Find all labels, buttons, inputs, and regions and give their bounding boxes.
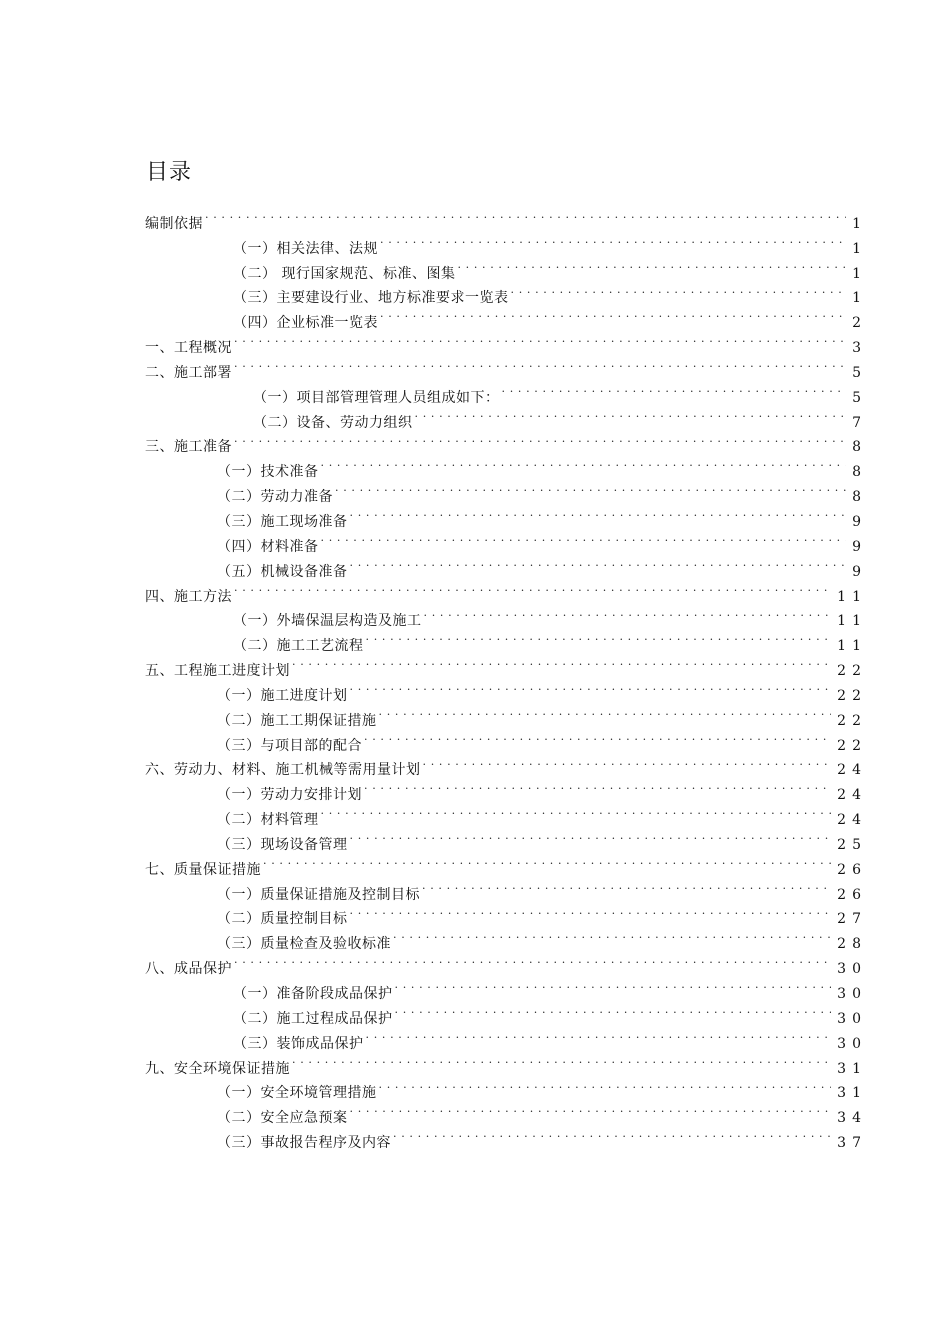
- dot-leader: [263, 849, 831, 874]
- toc-entry-label: 六、劳动力、材料、施工机械等需用量计划: [145, 762, 421, 779]
- toc-entry[interactable]: [145, 327, 867, 357]
- toc-entry-page-number: 27: [837, 911, 867, 928]
- dot-leader: [422, 874, 831, 899]
- dot-leader: [366, 625, 832, 650]
- toc-entry-page-number: 24: [837, 787, 867, 804]
- dot-leader: [205, 203, 846, 228]
- dot-leader: [423, 750, 832, 775]
- toc-entry-page-number: 1: [852, 215, 867, 232]
- dot-leader: [321, 451, 847, 476]
- dot-leader: [292, 650, 831, 675]
- toc-entry-label: 二、施工部署: [145, 364, 232, 381]
- toc-entry-page-number: 31: [837, 1060, 867, 1077]
- toc-entry[interactable]: [145, 451, 867, 481]
- toc-entry-page-number: 25: [837, 836, 867, 853]
- toc-entry-page-number: 22: [837, 712, 867, 729]
- toc-entry-page-number: 22: [837, 687, 867, 704]
- toc-entry-page-number: 11: [837, 588, 867, 605]
- toc-entry-page-number: 9: [852, 563, 867, 580]
- dot-leader: [350, 899, 832, 924]
- toc-entry-label: （一）技术准备: [217, 464, 319, 481]
- toc-entry-label: （四）材料准备: [217, 538, 319, 555]
- toc-entry-page-number: 34: [837, 1110, 867, 1127]
- toc-entry-label: （二）施工过程成品保护: [233, 1010, 393, 1027]
- dot-leader: [350, 501, 847, 526]
- toc-entry-page-number: 9: [852, 513, 867, 530]
- dot-leader: [393, 923, 831, 948]
- toc-entry-label: （三）与项目部的配合: [217, 737, 362, 754]
- toc-entry-label: （二）材料管理: [217, 812, 319, 829]
- toc-entry-label: 七、质量保证措施: [145, 861, 261, 878]
- dot-leader: [511, 278, 847, 303]
- toc-entry[interactable]: [145, 427, 867, 456]
- toc-entry-label: （二）质量控制目标: [217, 911, 348, 928]
- toc-entry-page-number: 3: [852, 340, 867, 357]
- toc-entry-page-number: 24: [837, 812, 867, 829]
- dot-leader: [424, 601, 832, 626]
- toc-entry-label: 编制依据: [145, 215, 203, 232]
- toc-entry-page-number: 30: [837, 986, 867, 1002]
- toc-entry-page-number: 2: [852, 315, 867, 332]
- toc-entry-page-number: 1: [852, 240, 867, 257]
- dot-leader: [234, 576, 831, 601]
- dot-leader: [292, 1048, 831, 1073]
- dot-leader: [335, 476, 846, 501]
- toc-entry-label: （三）装饰成品保护: [233, 1035, 364, 1052]
- dot-leader: [379, 700, 832, 725]
- toc-entry-label: （一）准备阶段成品保护: [233, 986, 393, 1002]
- toc-entry-page-number: 30: [837, 1010, 867, 1027]
- dot-leader: [395, 998, 832, 1023]
- toc-entry-label: （三）施工现场准备: [217, 513, 348, 530]
- toc-entry-label: 四、施工方法: [145, 588, 232, 605]
- toc-entry-page-number: 31: [837, 1085, 867, 1102]
- toc-entry-page-number: 30: [837, 1035, 867, 1052]
- toc-entry-label: 五、工程施工进度计划: [145, 663, 290, 680]
- toc-entry-label: （三）现场设备管理: [217, 836, 348, 853]
- toc-entry-label: （一）施工进度计划: [217, 687, 348, 704]
- toc-entry-label: （一）质量保证措施及控制目标: [217, 886, 420, 903]
- toc-entry-label: （二）施工工艺流程: [233, 638, 364, 655]
- toc-entry-label: （二） 现行国家规范、标准、图集: [233, 265, 456, 282]
- toc-entry-label: （一）外墙保温层构造及施工: [233, 613, 422, 630]
- dot-leader: [415, 402, 847, 427]
- dot-leader: [395, 973, 832, 998]
- dot-leader: [350, 824, 832, 849]
- dot-leader: [366, 1023, 832, 1048]
- toc-entry-label: （一）安全环境管理措施: [217, 1085, 377, 1102]
- toc-entry[interactable]: [145, 203, 867, 232]
- toc-entry-label: 九、安全环境保证措施: [145, 1060, 290, 1077]
- dot-leader: [380, 302, 846, 327]
- dot-leader: [234, 427, 846, 452]
- dot-leader: [380, 228, 846, 253]
- toc-entry-label: （一）劳动力安排计划: [217, 787, 362, 804]
- toc-entry-page-number: 7: [852, 414, 867, 431]
- toc-entry[interactable]: [145, 948, 867, 978]
- toc-entry-page-number: 5: [852, 389, 867, 406]
- dot-leader: [350, 551, 847, 576]
- toc-entry-page-number: 1: [852, 265, 867, 282]
- toc-entry-label: 三、施工准备: [145, 439, 232, 456]
- dot-leader: [393, 1122, 831, 1147]
- toc-entry-page-number: 8: [852, 489, 867, 506]
- toc-entry[interactable]: [145, 377, 867, 406]
- toc-entry-page-number: 11: [837, 613, 867, 630]
- dot-leader: [234, 327, 846, 352]
- toc-entry-label: （三）质量检查及验收标准: [217, 936, 391, 953]
- table-of-contents: [145, 203, 867, 1152]
- toc-entry[interactable]: [145, 601, 867, 630]
- toc-entry[interactable]: [145, 352, 867, 381]
- dot-leader: [364, 774, 831, 799]
- dot-leader: [350, 675, 832, 700]
- toc-entry-page-number: 28: [837, 936, 867, 953]
- toc-entry-label: （四）企业标准一览表: [233, 315, 378, 332]
- toc-entry-page-number: 5: [852, 364, 867, 381]
- dot-leader: [379, 1073, 832, 1098]
- toc-entry-page-number: 26: [837, 886, 867, 903]
- toc-entry[interactable]: [145, 228, 867, 257]
- dot-leader: [321, 526, 847, 551]
- toc-entry-page-number: 9: [852, 538, 867, 555]
- toc-entry-label: 八、成品保护: [145, 961, 232, 978]
- toc-entry-label: （二）安全应急预案: [217, 1110, 348, 1127]
- toc-entry-label: （三）主要建设行业、地方标准要求一览表: [233, 290, 509, 307]
- toc-entry-page-number: 22: [837, 663, 867, 680]
- dot-leader: [234, 948, 831, 973]
- toc-entry-label: （五）机械设备准备: [217, 563, 348, 580]
- toc-entry-label: （二）劳动力准备: [217, 489, 333, 506]
- toc-entry[interactable]: [145, 973, 867, 1002]
- dot-leader: [234, 352, 846, 377]
- toc-entry-page-number: 37: [837, 1135, 867, 1152]
- dot-leader: [321, 799, 832, 824]
- toc-entry[interactable]: [145, 576, 867, 605]
- toc-entry-page-number: 8: [852, 464, 867, 481]
- dot-leader: [457, 253, 846, 278]
- dot-leader: [364, 725, 831, 750]
- toc-entry-label: （一）项目部管理管理人员组成如下：: [253, 389, 500, 406]
- toc-entry-page-number: 8: [852, 439, 867, 456]
- dot-leader: [350, 1097, 832, 1122]
- toc-entry-label: （三）事故报告程序及内容: [217, 1135, 391, 1152]
- page-title: 目录: [146, 160, 193, 185]
- dot-leader: [502, 377, 847, 402]
- toc-entry-page-number: 11: [837, 638, 867, 655]
- toc-entry-page-number: 26: [837, 861, 867, 878]
- toc-entry-page-number: 30: [837, 961, 867, 978]
- toc-entry-label: （二）设备、劳动力组织: [253, 414, 413, 431]
- toc-entry-label: （一）相关法律、法规: [233, 240, 378, 257]
- toc-entry-page-number: 1: [852, 290, 867, 307]
- toc-entry-label: （二）施工工期保证措施: [217, 712, 377, 729]
- toc-entry-label: 一、工程概况: [145, 340, 232, 357]
- toc-entry-page-number: 22: [837, 737, 867, 754]
- toc-entry-page-number: 24: [837, 762, 867, 779]
